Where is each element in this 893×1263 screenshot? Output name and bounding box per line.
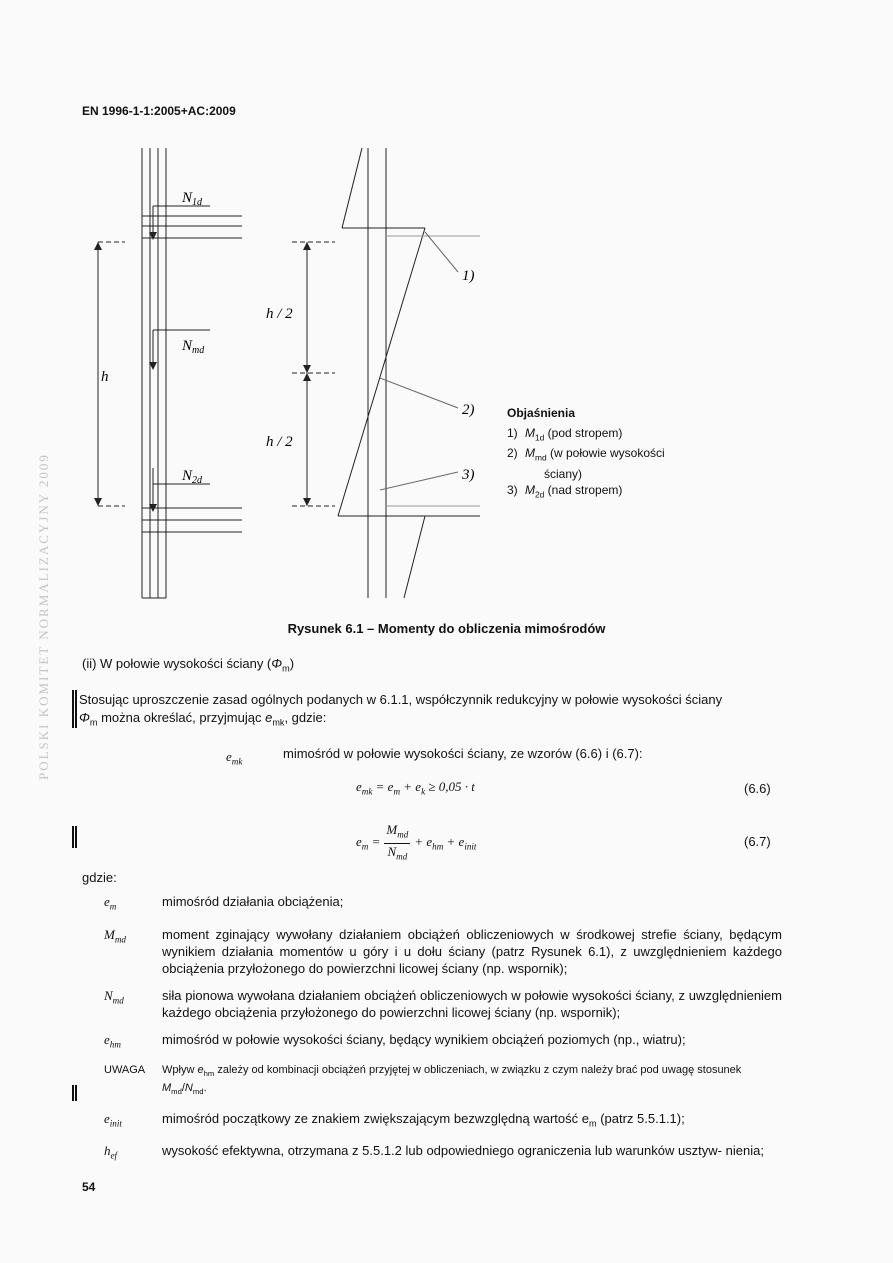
definition-mmd: $M_{md}$ moment zginający wywołany działaniem obciążeń obliczeniowych w środkowej strefie ściany, będącym wynikiem działania momentów u góry i u dołu ściany (patrz Rysunek 6.1), z uwzględnieniem każdego obciążenia przyłożonego do powierzchni licowej ściany (np. wspornik); [104, 926, 782, 976]
intro-paragraph: Stosując uproszczenie zasad ogólnych podanych w 6.1.1, współczynnik redukcyjny w połowie wysokości ściany $\Phi_m$ można określać, przyjmując $e_{mk}$, gdzie: [79, 692, 723, 728]
callout-1: 1) [462, 268, 475, 284]
definition-em: $e_m$ mimośród działania obciążenia; [104, 894, 344, 912]
definition-nmd: $N_{md}$ siła pionowa wywołana działaniem obciążeń obliczeniowych w połowie wysokości ściany, z uwzględnieniem każdego obciążenia przyłożonego do powierzchni licowej ściany (np. wspornik); [104, 987, 782, 1020]
emk-definition: mimośród w połowie wysokości ściany, ze wzorów (6.6) i (6.7): [283, 746, 643, 761]
legend-item-2: 2) $M_{md}$ (w połowie wysokości [507, 446, 665, 463]
where-label: gdzie: [82, 870, 117, 885]
label-h-half-top: h / 2 [266, 306, 293, 322]
watermark-text: POLSKI KOMITET NORMALIZACYJNY 2009 [36, 453, 51, 780]
equation-6-7: $e_m$ = $M_{md}$ $N_{md}$ + $e_{hm} + e_{init}$ [356, 822, 477, 862]
figure-legend [507, 405, 665, 502]
emk-symbol: $e_{mk}$ [226, 749, 243, 767]
change-bar [72, 826, 74, 848]
equation-6-6: $e_{mk} = e_m + e_k \ge 0,05 \cdot t$ [356, 779, 475, 797]
page-number: 54 [82, 1180, 96, 1194]
label-h: h [101, 369, 109, 385]
label-n1d: $N_{1d}$ [182, 190, 203, 208]
change-bar [72, 690, 74, 728]
definition-einit: $e_{init}$ mimośród początkowy ze znakiem zwiększającym bezwzględną wartość $e_m$ (patrz 5.5.1.1); [104, 1110, 685, 1129]
equation-6-6-number: (6.6) [744, 781, 771, 796]
definition-ehm: $e_{hm}$ mimośród w połowie wysokości ściany, będący wynikiem obciążeń poziomych (np., wiatru); [104, 1031, 686, 1050]
equation-6-7-number: (6.7) [744, 834, 771, 849]
figure-caption: Rysunek 6.1 – Momenty do obliczenia mimośrodów [287, 621, 606, 636]
label-n2d: $N_{2d}$ [182, 468, 203, 486]
label-h-half-bottom: h / 2 [266, 434, 293, 450]
legend-item-1: 1) $M_{1d}$ (pod stropem) [507, 426, 623, 443]
legend-item-2-continued: ściany) [544, 466, 583, 481]
definition-hef: $h_{ef}$ wysokość efektywna, otrzymana z 5.5.1.2 lub odpowiedniego ograniczenia lub warunków usztyw- nienia; [104, 1143, 764, 1161]
legend-item-3: 3) $M_{2d}$ (nad stropem) [507, 482, 623, 500]
callout-2: 2) [462, 402, 475, 418]
callout-3: 3) [462, 467, 475, 483]
legend-title: Objaśnienia [507, 406, 576, 420]
note-block: UWAGA Wpływ $e_{hm}$ zależy od kombinacji obciążeń przyjętej w obliczeniach, w związku z czym należy brać pod uwagę stosunek $M_{md}/N_{md}$. [104, 1064, 742, 1097]
definitions-list [82, 893, 782, 1175]
sub-heading: (ii) W połowie wysokości ściany $(\Phi_m)$ [82, 656, 295, 674]
document-header: EN 1996-1-1:2005+AC:2009 [82, 104, 236, 118]
change-bar [72, 1085, 74, 1101]
change-bar [75, 690, 77, 728]
figure-6-1 [80, 140, 500, 602]
label-nmd: $N_{md}$ [182, 338, 205, 356]
change-bar [75, 826, 77, 848]
change-bar [75, 1085, 77, 1101]
